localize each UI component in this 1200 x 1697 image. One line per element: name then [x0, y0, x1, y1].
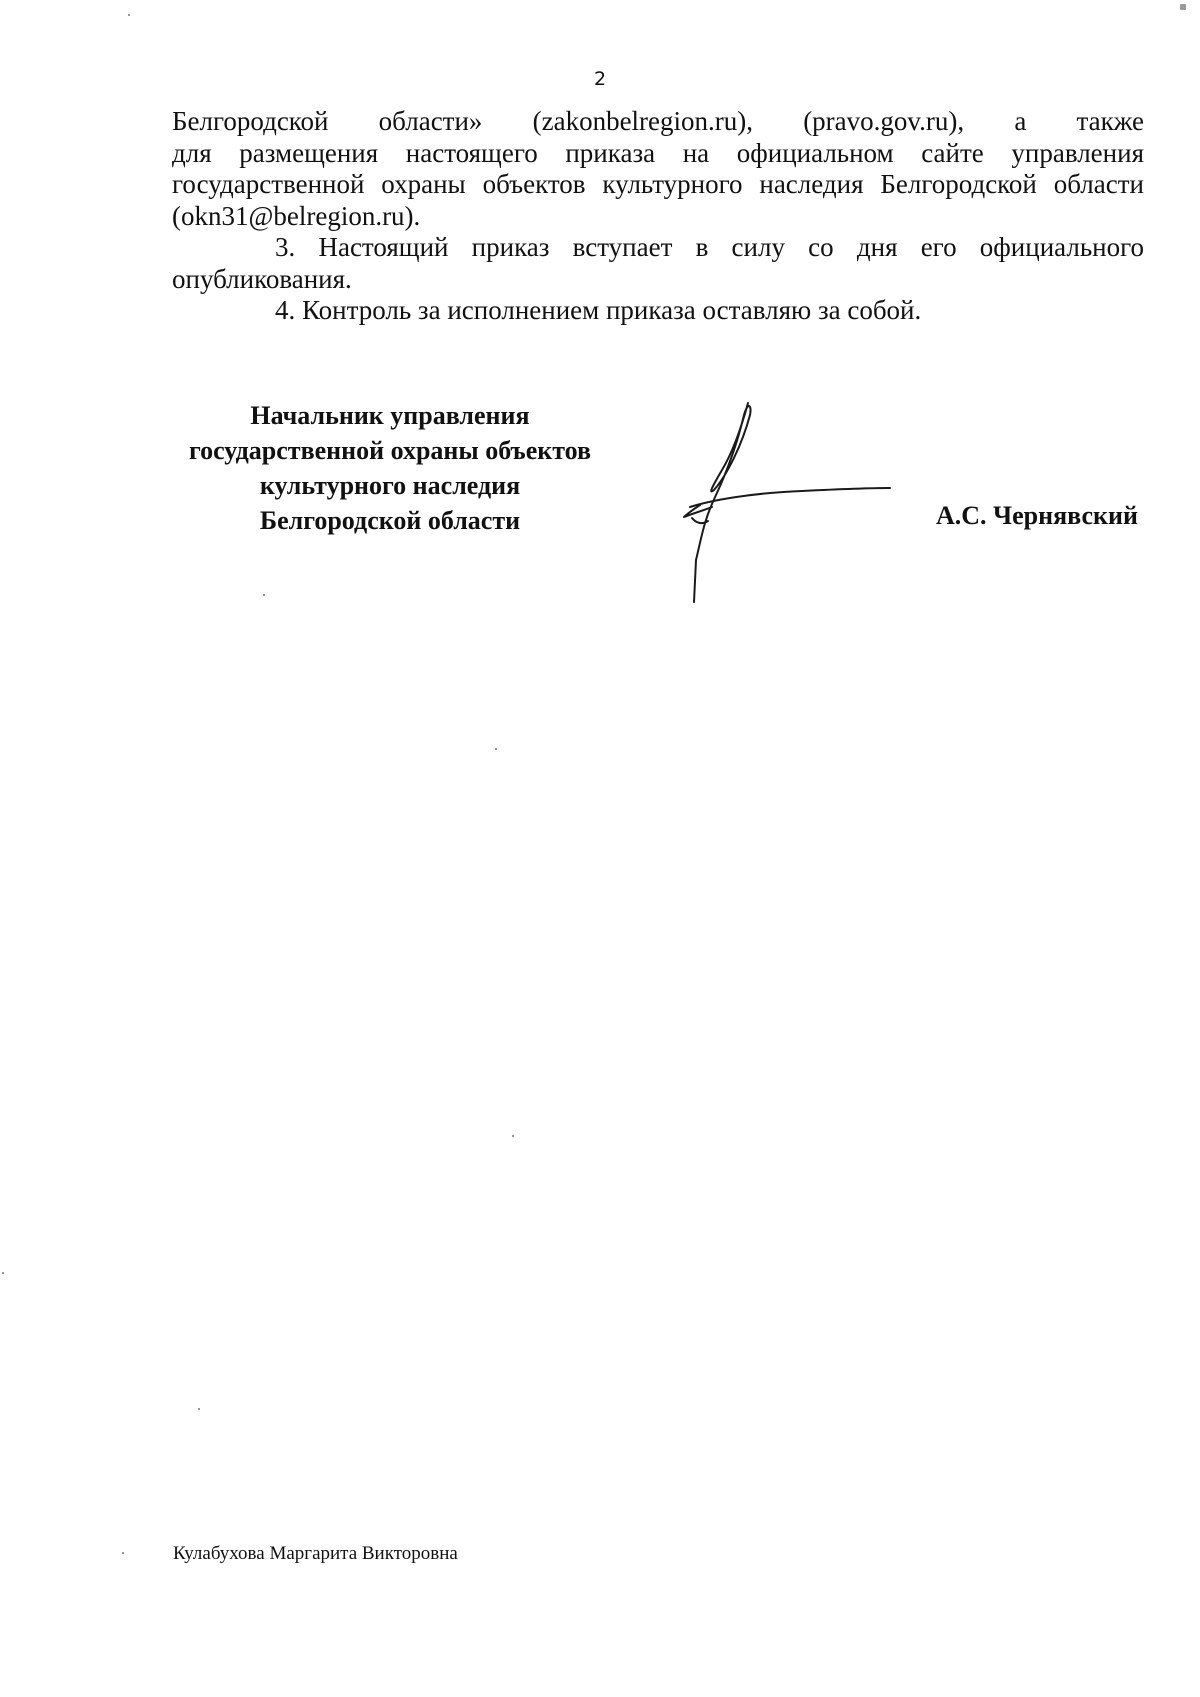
- paragraph-line: для размещения настоящего приказа на официальном сайте управления: [172, 137, 1144, 168]
- scan-speck: [495, 748, 497, 750]
- scan-speck: [198, 1408, 200, 1410]
- page-number: 2: [593, 68, 607, 90]
- paragraph-line: Белгородской области» (zakonbelregion.ru), (pravo.gov.ru), а также: [172, 106, 1144, 136]
- paragraph-line: государственной охраны объектов культурного наследия Белгородской области: [172, 169, 1144, 199]
- paragraph-line: 4. Контроль за исполнением приказа оставляю за собой.: [275, 295, 922, 325]
- scan-speck: [1180, 4, 1186, 10]
- executor-name: Кулабухова Маргарита Викторовна: [173, 1543, 458, 1564]
- paragraph-line: 3. Настоящий приказ вступает в силу со дня его официального: [275, 232, 1144, 262]
- signatory-position: [160, 398, 620, 538]
- scan-speck: [128, 14, 130, 16]
- document-body: [172, 106, 1144, 327]
- position-line: Начальник управления: [250, 401, 530, 430]
- scan-speck: [2, 1272, 4, 1274]
- signer-name: А.С. Чернявский: [935, 501, 1138, 530]
- handwritten-signature: [672, 395, 902, 610]
- paragraph-line: (okn31@belregion.ru).: [172, 200, 421, 231]
- position-line: культурного наследия: [259, 471, 521, 500]
- scan-speck: [122, 1552, 124, 1554]
- scan-speck: [263, 594, 265, 596]
- position-line: Белгородской области: [259, 506, 521, 535]
- position-line: государственной охраны объектов: [188, 436, 592, 465]
- scan-speck: [512, 1135, 514, 1137]
- paragraph-line: опубликования.: [172, 263, 352, 294]
